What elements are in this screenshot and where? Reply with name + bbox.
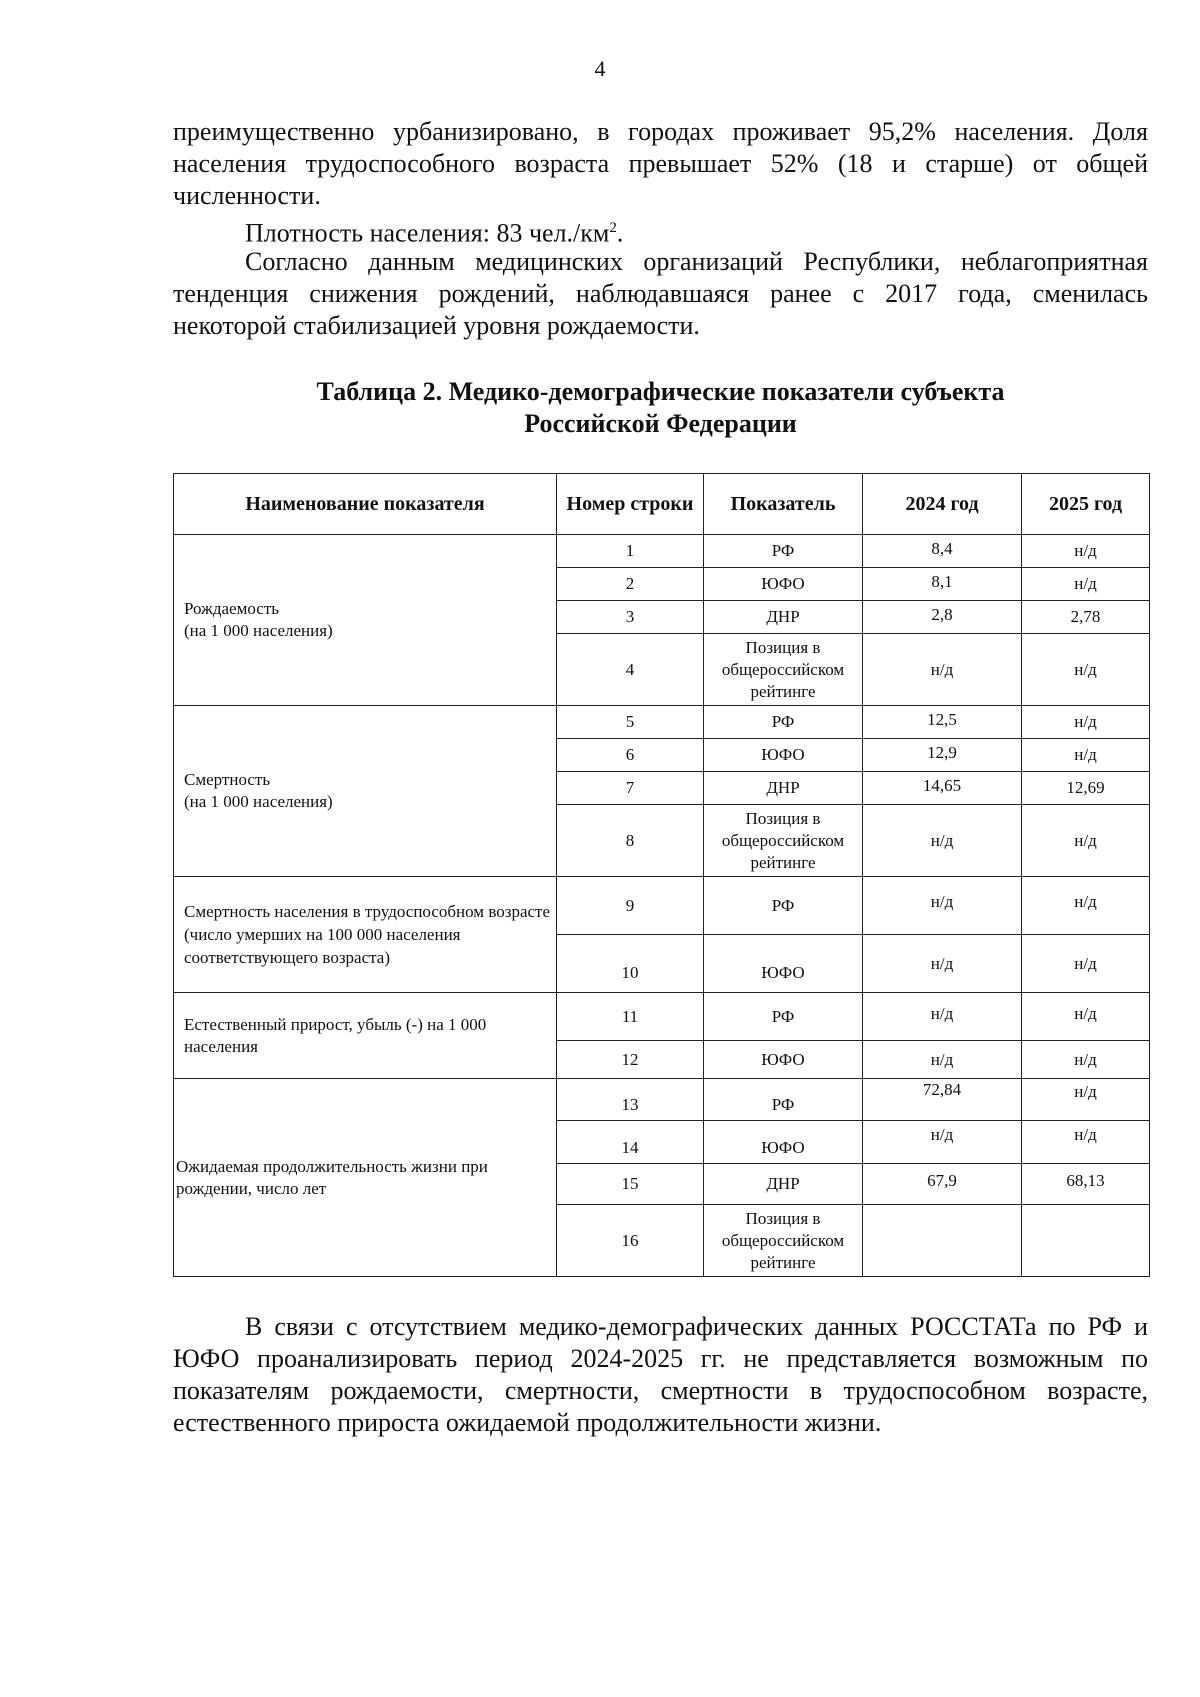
- row-number: 15: [557, 1164, 704, 1205]
- row-number: 11: [557, 993, 704, 1041]
- header-2024: 2024 год: [863, 474, 1022, 535]
- indicator-cell: ДНР: [704, 601, 863, 634]
- indicator-cell: ЮФО: [704, 1041, 863, 1079]
- paragraph-conclusion: В связи с отсутствием медико-демографических данных РОССТАТа по РФ и ЮФО проанализировать период 2024-2025 гг. не представляется возможным по показателям рождаемости, смертности, смертности в трудоспособном возрасте, естественного прироста ожидаемой продолжительности жизни.: [173, 1312, 1148, 1437]
- value-2024: н/д: [863, 877, 1022, 935]
- indicator-cell: ЮФО: [704, 739, 863, 772]
- header-indicator: Показатель: [704, 474, 863, 535]
- value-2025: н/д: [1022, 535, 1150, 568]
- value-2024: 14,65: [863, 772, 1022, 805]
- row-number: 16: [557, 1205, 704, 1277]
- density-superscript: 2: [609, 220, 617, 236]
- group-name-mortality: Смертность (на 1 000 населения): [174, 706, 557, 877]
- value-2025: н/д: [1022, 877, 1150, 935]
- group-name-working-age-mortality: Смертность населения в трудоспособном возрасте (число умерших на 100 000 населения соответствующего возраста): [174, 877, 557, 993]
- indicator-cell: РФ: [704, 706, 863, 739]
- value-2024: 8,1: [863, 568, 1022, 601]
- table-row: [174, 535, 1150, 568]
- row-number: 9: [557, 877, 704, 935]
- table-row: [174, 993, 1150, 1041]
- value-2024: 8,4: [863, 535, 1022, 568]
- table-title-line-1: Таблица 2. Медико-демографические показатели субъекта: [316, 377, 1005, 406]
- value-2025: н/д: [1022, 935, 1150, 993]
- row-number: 1: [557, 535, 704, 568]
- table-row: [174, 1079, 1150, 1121]
- group-name-birth: Рождаемость (на 1 000 населения): [174, 535, 557, 706]
- paragraph-birth-trend: Согласно данным медицинских организаций Республики, неблагоприятная тенденция снижения рождений, наблюдавшаяся ранее с 2017 года, сменилась некоторой стабилизацией уровня рождаемости.: [173, 247, 1148, 340]
- value-2025: 68,13: [1022, 1164, 1150, 1205]
- value-2025: [1022, 1205, 1150, 1277]
- value-2024: [863, 1205, 1022, 1277]
- density-text: Плотность населения: 83 чел./км: [245, 218, 610, 248]
- table-title-line-2: Российской Федерации: [524, 409, 797, 438]
- header-2025: 2025 год: [1022, 474, 1150, 535]
- indicator-cell: Позиция в общероссийском рейтинге: [704, 805, 863, 877]
- row-number: 14: [557, 1121, 704, 1164]
- row-number: 8: [557, 805, 704, 877]
- group-name-natural-increase: Естественный прирост, убыль (-) на 1 000 населения: [174, 993, 557, 1079]
- group-name-life-expectancy: Ожидаемая продолжительность жизни при рождении, число лет: [174, 1079, 557, 1277]
- row-number: 7: [557, 772, 704, 805]
- value-2025: н/д: [1022, 706, 1150, 739]
- indicator-cell: ДНР: [704, 772, 863, 805]
- paragraph-urbanization: преимущественно урбанизировано, в городах проживает 95,2% населения. Доля населения трудоспособного возраста превышает 52% (18 и старше) от общей численности.: [173, 117, 1148, 210]
- row-number: 12: [557, 1041, 704, 1079]
- row-number: 4: [557, 634, 704, 706]
- indicator-cell: Позиция в общероссийском рейтинге: [704, 1205, 863, 1277]
- value-2024: 12,5: [863, 706, 1022, 739]
- value-2024: 72,84: [863, 1079, 1022, 1121]
- value-2024: н/д: [863, 634, 1022, 706]
- value-2024: н/д: [863, 993, 1022, 1041]
- row-number: 10: [557, 935, 704, 993]
- value-2025: н/д: [1022, 1079, 1150, 1121]
- value-2025: н/д: [1022, 805, 1150, 877]
- row-number: 3: [557, 601, 704, 634]
- indicator-cell: РФ: [704, 535, 863, 568]
- header-name: Наименование показателя: [174, 474, 557, 535]
- value-2024: 67,9: [863, 1164, 1022, 1205]
- density-period: .: [616, 218, 624, 248]
- page-number: 4: [594, 56, 606, 81]
- value-2024: 12,9: [863, 739, 1022, 772]
- indicator-cell: ЮФО: [704, 935, 863, 993]
- indicator-cell: ЮФО: [704, 568, 863, 601]
- value-2024: 2,8: [863, 601, 1022, 634]
- indicator-cell: ДНР: [704, 1164, 863, 1205]
- row-number: 2: [557, 568, 704, 601]
- row-number: 5: [557, 706, 704, 739]
- value-2025: н/д: [1022, 1121, 1150, 1164]
- indicator-cell: РФ: [704, 877, 863, 935]
- indicator-cell: РФ: [704, 1079, 863, 1121]
- header-row-number: Номер строки: [557, 474, 704, 535]
- paragraph-density: [173, 212, 1148, 250]
- value-2025: н/д: [1022, 1041, 1150, 1079]
- value-2025: 12,69: [1022, 772, 1150, 805]
- value-2024: н/д: [863, 1121, 1022, 1164]
- indicator-cell: ЮФО: [704, 1121, 863, 1164]
- value-2025: н/д: [1022, 634, 1150, 706]
- value-2025: 2,78: [1022, 601, 1150, 634]
- value-2024: н/д: [863, 1041, 1022, 1079]
- value-2024: н/д: [863, 805, 1022, 877]
- indicator-cell: РФ: [704, 993, 863, 1041]
- value-2025: н/д: [1022, 993, 1150, 1041]
- value-2024: н/д: [863, 935, 1022, 993]
- table-header-row: [174, 474, 1150, 535]
- row-number: 13: [557, 1079, 704, 1121]
- row-number: 6: [557, 739, 704, 772]
- table-row: [174, 877, 1150, 935]
- table-row: [174, 706, 1150, 739]
- indicator-cell: Позиция в общероссийском рейтинге: [704, 634, 863, 706]
- value-2025: н/д: [1022, 739, 1150, 772]
- value-2025: н/д: [1022, 568, 1150, 601]
- demographic-table: [173, 473, 1150, 1277]
- table-title: [173, 376, 1148, 440]
